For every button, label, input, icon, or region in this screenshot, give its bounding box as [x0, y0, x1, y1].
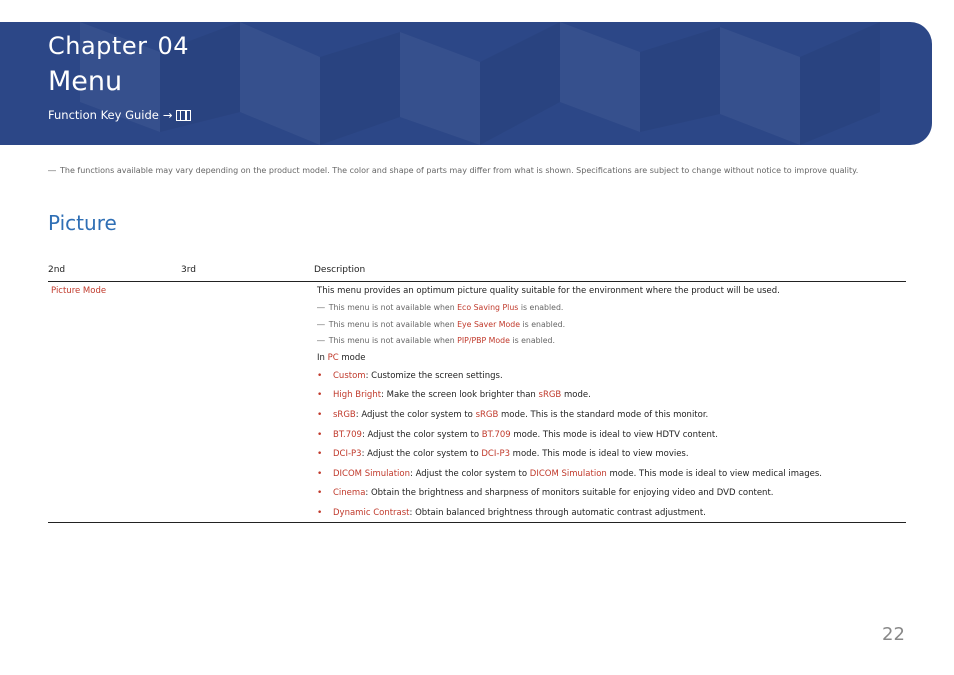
- list-item: [317, 390, 591, 400]
- mode-line-text: In: [317, 353, 328, 363]
- bullet-term: sRGB: [333, 410, 356, 420]
- bullet-term: Cinema: [333, 488, 366, 498]
- bullet-text: : Adjust the color system to: [410, 469, 530, 479]
- bullet-icon: •: [317, 390, 323, 400]
- bullet-icon: •: [317, 488, 323, 498]
- list-item: [317, 488, 773, 498]
- menu-table: [48, 263, 906, 523]
- subnote-dash: ―: [317, 320, 325, 329]
- bullet-text: : Customize the screen settings.: [365, 371, 503, 381]
- bullet-icon: •: [317, 430, 323, 440]
- table-header: [48, 263, 906, 282]
- subnote-dash: ―: [317, 303, 325, 312]
- page-number: 22: [882, 624, 905, 645]
- bullet-icon: •: [317, 508, 323, 518]
- bullet-icon: •: [317, 371, 323, 381]
- bullet-text: : Obtain balanced brightness through automatic contrast adjustment.: [409, 508, 706, 518]
- picture-mode-cell: Picture Mode: [51, 286, 107, 296]
- subnote-text: is enabled.: [509, 336, 555, 345]
- subnote-highlight: Eye Saver Mode: [457, 320, 521, 329]
- note-text: The functions available may vary depending on the product model. The color and shape of parts may differ from what is shown. Specifications are subject to change without notice to improve quality.: [60, 166, 859, 175]
- bullet-text: : Adjust the color system to: [355, 410, 476, 420]
- bullet-text: mode.: [561, 390, 591, 400]
- chapter-label: Chapter: [48, 32, 148, 60]
- chapter-heading: [48, 32, 189, 60]
- bullet-text: mode. This mode is ideal to view medical images.: [606, 469, 822, 479]
- bullet-text: : Make the screen look brighter than: [381, 390, 539, 400]
- bullet-term: DICOM Simulation: [529, 469, 607, 479]
- bullet-term: BT.709: [333, 430, 362, 440]
- bullet-term: sRGB: [538, 390, 562, 400]
- subnote-text: is enabled.: [518, 303, 564, 312]
- subnote: [317, 320, 565, 329]
- bullet-term: High Bright: [333, 390, 382, 400]
- note-dash: ―: [48, 166, 56, 175]
- mode-line: [317, 353, 365, 363]
- menu-key-icon: [176, 110, 191, 121]
- bullet-text: mode. This mode is ideal to view movies.: [509, 449, 689, 459]
- mode-line-text: mode: [338, 353, 366, 363]
- list-item: [317, 410, 708, 420]
- list-item: [317, 469, 822, 479]
- table-row: [48, 282, 906, 523]
- bullet-term: sRGB: [475, 410, 499, 420]
- subnote: [317, 303, 563, 312]
- bullet-text: : Adjust the color system to: [361, 449, 482, 459]
- bullet-term: Dynamic Contrast: [333, 508, 410, 518]
- bullet-term: Custom: [333, 371, 366, 381]
- subnote-text: is enabled.: [520, 320, 566, 329]
- bullet-text: : Obtain the brightness and sharpness of monitors suitable for enjoying video and DVD content.: [365, 488, 774, 498]
- chapter-banner: [0, 22, 932, 145]
- list-item: [317, 371, 503, 381]
- subnote-text: This menu is not available when: [328, 336, 458, 345]
- subnote-highlight: Eco Saving Plus: [457, 303, 519, 312]
- subnote-highlight: PIP/PBP Mode: [457, 336, 510, 345]
- mode-line-highlight: PC: [327, 353, 339, 363]
- header-description: Description: [314, 265, 366, 275]
- function-key-guide: [48, 108, 191, 122]
- bullet-icon: •: [317, 410, 323, 420]
- bullet-text: mode. This mode is ideal to view HDTV content.: [510, 430, 718, 440]
- arrow-icon: →: [162, 108, 173, 122]
- bullet-text: mode. This is the standard mode of this monitor.: [498, 410, 709, 420]
- function-key-guide-label: Function Key Guide: [48, 108, 159, 122]
- page-title: Menu: [48, 66, 123, 97]
- list-item: [317, 430, 718, 440]
- list-item: [317, 449, 689, 459]
- section-title: Picture: [48, 211, 117, 235]
- subnote-text: This menu is not available when: [328, 320, 458, 329]
- chapter-number: 04: [157, 32, 189, 60]
- header-3rd: 3rd: [181, 265, 196, 275]
- bullet-term: DCI-P3: [481, 449, 510, 459]
- subnote: [317, 336, 555, 345]
- bullet-term: BT.709: [481, 430, 511, 440]
- bullet-term: DCI-P3: [333, 449, 362, 459]
- subnote-dash: ―: [317, 336, 325, 345]
- subnote-text: This menu is not available when: [328, 303, 458, 312]
- list-item: [317, 508, 706, 518]
- bullet-term: DICOM Simulation: [333, 469, 410, 479]
- bullet-text: : Adjust the color system to: [361, 430, 482, 440]
- description-intro: This menu provides an optimum picture quality suitable for the environment where the product will be used.: [317, 286, 780, 296]
- bullet-icon: •: [317, 449, 323, 459]
- header-2nd: 2nd: [48, 265, 66, 275]
- disclaimer-note: [48, 166, 908, 175]
- bullet-icon: •: [317, 469, 323, 479]
